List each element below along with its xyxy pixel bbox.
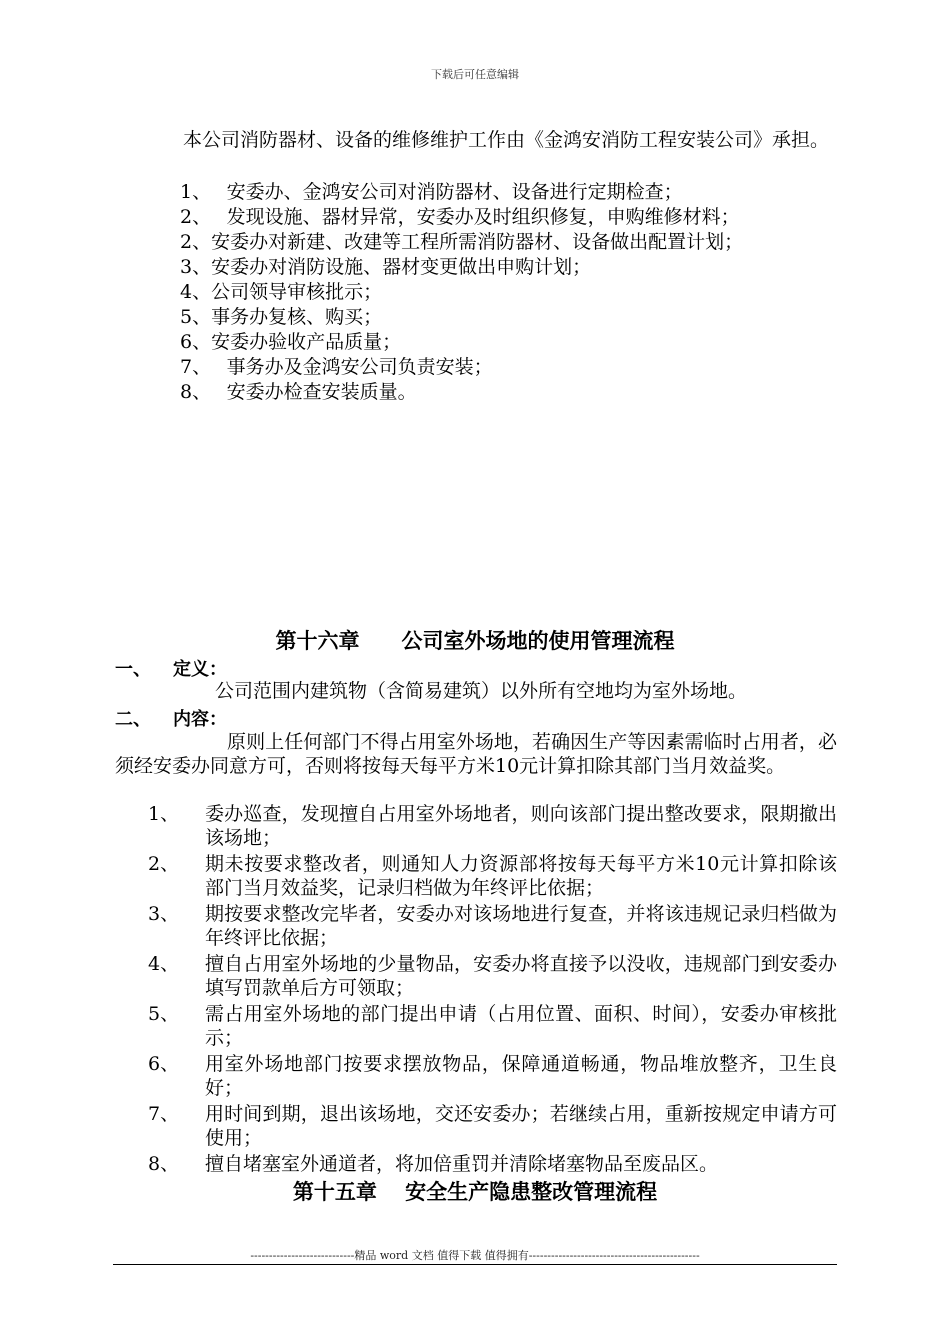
header-note: 下载后可任意编辑 (431, 68, 519, 81)
section-title: 定义： (173, 659, 227, 680)
list-item-text: 委办巡查，发现擅自占用室外场地者，则向该部门提出整改要求，限期撤出该场地； (205, 803, 837, 849)
list-item (115, 1052, 837, 1100)
list-item (115, 852, 837, 900)
content-paragraph: 原则上任何部门不得占用室外场地，若确因生产等因素需临时占用者，必须经安委办同意方可，否则将按每天每平方米10元计算扣除其部门当月效益奖。 (115, 731, 837, 777)
list-item (115, 802, 837, 850)
list-item (115, 952, 837, 1000)
intro-paragraph: 本公司消防器材、设备的维修维护工作由《金鸿安消防工程安装公司》承担。 (183, 129, 830, 151)
chapter-15-title: 第十五章 安全生产隐患整改管理流程 (292, 1180, 658, 1204)
list-item-text: 擅自堵塞室外通道者，将加倍重罚并清除堵塞物品至废品区。 (205, 1153, 719, 1175)
intro-step: 3、安委办对消防设施、器材变更做出申购计划； (180, 256, 592, 278)
list-item (115, 1002, 837, 1050)
list-item-number: 1、 (148, 803, 180, 825)
intro-step: 6、安委办验收产品质量； (180, 331, 402, 353)
definition-text: 公司范围内建筑物（含简易建筑）以外所有空地均为室外场地。 (215, 680, 748, 702)
list-item-number: 8、 (148, 1153, 180, 1175)
intro-step: 8、 安委办检查安装质量。 (180, 381, 417, 403)
list-item-text: 期按要求整改完毕者，安委办对该场地进行复查，并将该违规记录归档做为年终评比依据； (205, 903, 837, 949)
list-item-text: 擅自占用室外场地的少量物品，安委办将直接予以没收，违规部门到安委办填写罚款单后方可领取； (205, 953, 837, 999)
list-item-text: 需占用室外场地的部门提出申请（占用位置、面积、时间），安委办审核批示； (205, 1003, 837, 1049)
intro-step: 4、公司领导审核批示； (180, 281, 383, 303)
intro-step: 2、 发现设施、器材异常，安委办及时组织修复，申购维修材料； (180, 206, 740, 228)
list-item-number: 3、 (148, 903, 180, 925)
section-title: 内容： (173, 709, 227, 730)
section-content-heading (115, 705, 227, 731)
intro-step: 1、 安委办、金鸿安公司对消防器材、设备进行定期检查； (180, 181, 683, 203)
list-item (115, 1152, 837, 1176)
list-item-number: 7、 (148, 1103, 180, 1125)
list-item-number: 2、 (148, 853, 180, 875)
intro-step: 2、安委办对新建、改建等工程所需消防器材、设备做出配置计划； (180, 231, 744, 253)
list-item (115, 902, 837, 950)
footer-note: ----------------------------精品 word 文档 值得下载 值得拥有---------------------------------------------- (250, 1249, 700, 1262)
list-item-number: 4、 (148, 953, 180, 975)
chapter-16-title: 第十六章 公司室外场地的使用管理流程 (275, 629, 675, 653)
list-item (115, 1102, 837, 1150)
list-item-text: 期未按要求整改者，则通知人力资源部将按每天每平方米10元计算扣除该部门当月效益奖，记录归档做为年终评比依据； (205, 853, 837, 899)
list-item-text: 用室外场地部门按要求摆放物品，保障通道畅通，物品堆放整齐，卫生良好； (205, 1053, 837, 1099)
footer-divider (113, 1264, 837, 1265)
list-item-number: 6、 (148, 1053, 180, 1075)
intro-step: 7、 事务办及金鸿安公司负责安装； (180, 356, 493, 378)
list-item-text: 用时间到期，退出该场地，交还安委办；若继续占用，重新按规定申请方可使用； (205, 1103, 837, 1149)
section-number: 二、 (115, 709, 151, 730)
section-number: 一、 (115, 659, 151, 680)
list-item-number: 5、 (148, 1003, 180, 1025)
intro-step: 5、事务办复核、购买； (180, 306, 383, 328)
section-definition-heading (115, 655, 227, 681)
